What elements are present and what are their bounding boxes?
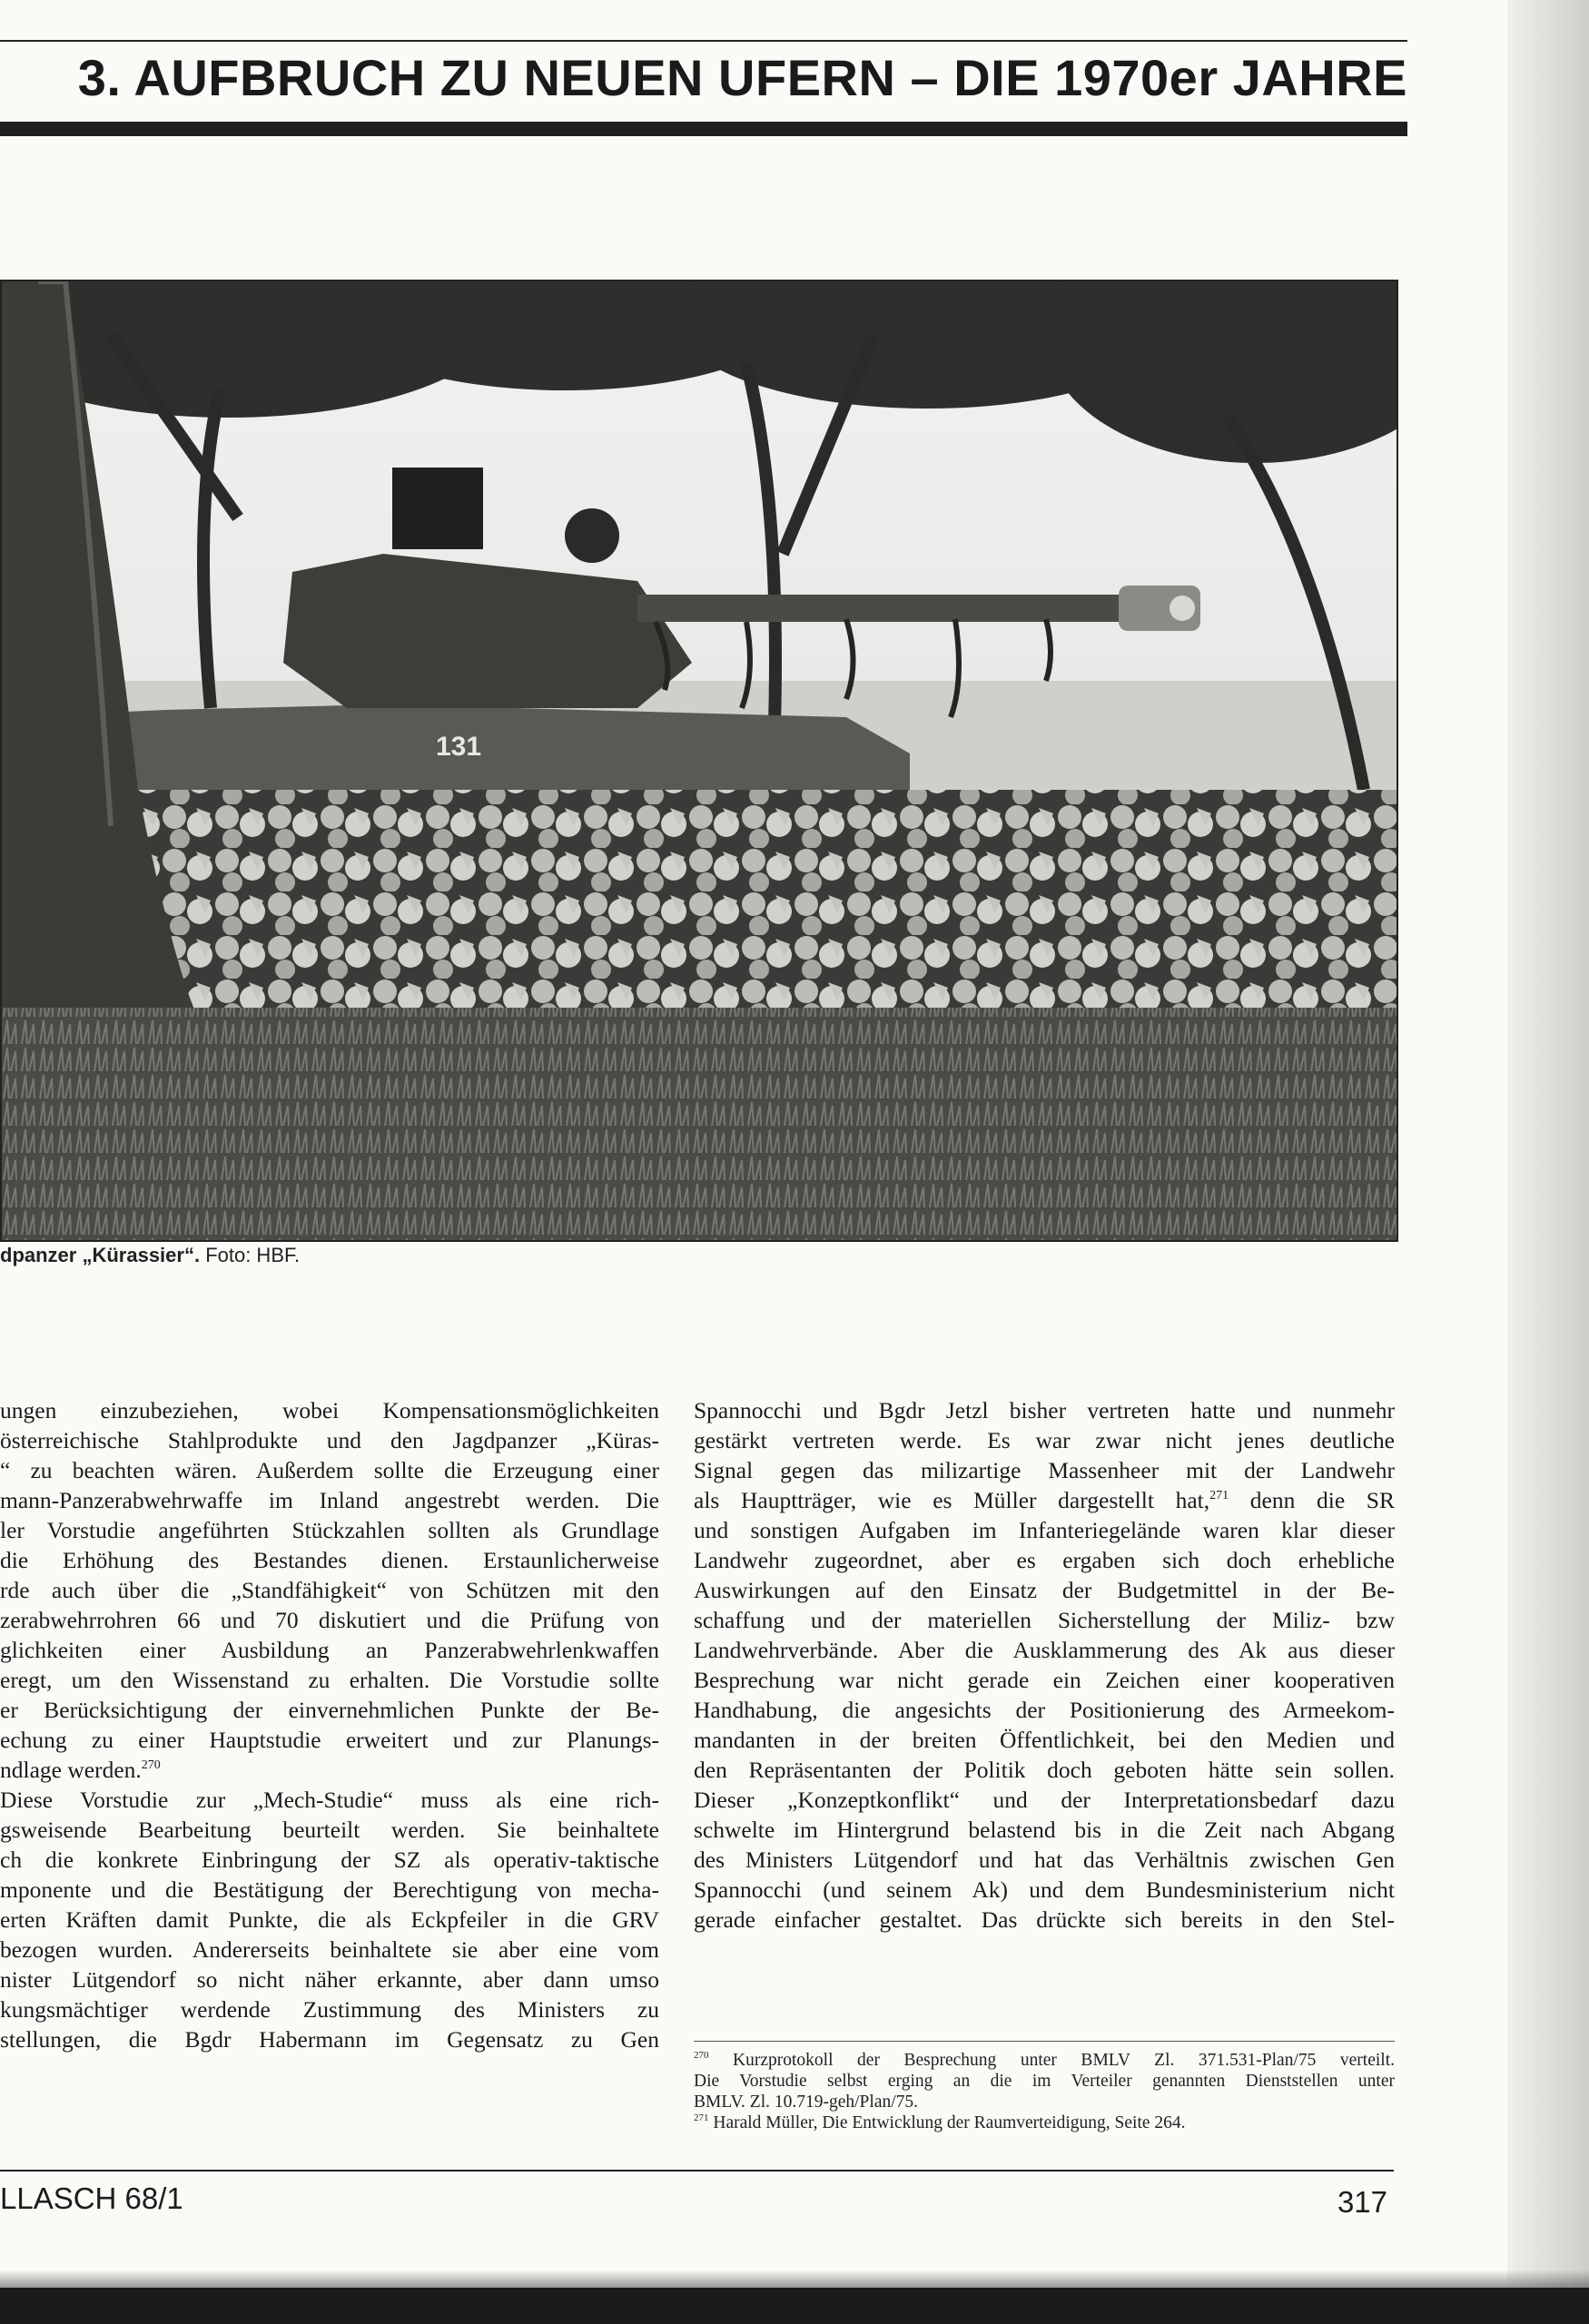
text-line: Landwehrverbände. Aber die Ausklammerung des Ak aus dieser	[694, 1637, 1395, 1663]
text-line: er Berücksichtigung der einvernehmlichen Punkte der Be-	[0, 1697, 659, 1723]
footnote-ref: 271	[1209, 1489, 1229, 1502]
header-rule-thin	[0, 40, 1407, 42]
scanner-edge	[0, 2288, 1589, 2324]
text-line: den Repräsentanten der Politik doch geboten hätte sein sollen.	[694, 1757, 1395, 1783]
text-line: eregt, um den Wissenstand zu erhalten. Die Vorstudie sollte	[0, 1667, 659, 1693]
text-line: Handhabung, die angesichts der Positionierung des Armeekom-	[694, 1697, 1395, 1723]
text-line: schwelte im Hintergrund belastend bis in die Zeit nach Abgang	[694, 1817, 1395, 1843]
text-line: Spannocchi und Bgdr Jetzl bisher vertreten hatte und nunmehr	[694, 1397, 1395, 1423]
footnote-ref: 270	[141, 1758, 161, 1772]
footnote-text: Harald Müller, Die Entwicklung der Raumverteidigung, Seite 264.	[708, 2113, 1186, 2132]
text-line: mponente und die Bestätigung der Berechtigung von mecha-	[0, 1876, 659, 1903]
footnote-rule	[694, 2041, 1395, 2042]
page-title: 3. AUFBRUCH ZU NEUEN UFERN – DIE 1970er JAHRE	[77, 49, 1407, 106]
text-line: ler Vorstudie angeführten Stückzahlen sollten als Grundlage	[0, 1517, 659, 1543]
text-line: schaffung und der materiellen Sicherstellung der Miliz- bzw	[694, 1607, 1395, 1633]
text-line: mandanten in der breiten Öffentlichkeit, bei den Medien und	[694, 1727, 1395, 1753]
footnotes	[694, 2050, 1395, 2133]
journal-name: LLASCH 68/1	[0, 2181, 183, 2215]
text-line: glichkeiten einer Ausbildung an Panzerabwehrlenkwaffen	[0, 1637, 659, 1663]
footnote-271	[694, 2112, 1395, 2133]
text-line: ch die konkrete Einbringung der SZ als operativ-taktische	[0, 1846, 659, 1873]
page-gutter-shadow	[1507, 0, 1589, 2324]
text-line: Besprechung war nicht gerade ein Zeichen einer kooperativen	[694, 1667, 1395, 1693]
text-line: kungsmächtiger werdende Zustimmung des Ministers zu	[0, 1996, 659, 2023]
footnote-text: Die Vorstudie selbst erging an die im Verteiler genannten Dienststellen unter	[694, 2072, 1395, 2091]
text-line: mann-Panzerabwehrwaffe im Inland angestrebt werden. Die	[0, 1487, 659, 1513]
text-line: als Hauptträger, wie es Müller dargestellt hat,	[694, 1487, 1210, 1513]
figure-caption	[0, 1242, 726, 1269]
text-line-tail: denn die SR	[1229, 1487, 1395, 1513]
text-line: Auswirkungen auf den Einsatz der Budgetmittel in der Be-	[694, 1577, 1395, 1603]
text-line: Landwehr zugeordnet, aber es ergaben sich doch erhebliche	[694, 1547, 1395, 1573]
text-line: nister Lütgendorf so nicht näher erkannte, aber dann umso	[0, 1966, 659, 1993]
hull-number: 131	[436, 732, 482, 762]
text-line-with-footnote	[0, 1755, 659, 1785]
text-line: echung zu einer Hauptstudie erweitert und zur Planungs-	[0, 1727, 659, 1753]
caption-credit: Foto: HBF.	[200, 1244, 301, 1266]
footnote-270	[694, 2050, 1395, 2071]
text-line: erten Kräften damit Punkte, die als Eckpfeiler in die GRV	[0, 1906, 659, 1933]
tank-photo	[0, 280, 1398, 1242]
text-line: rde auch über die „Standfähigkeit“ von Schützen mit den	[0, 1577, 659, 1603]
text-line: “ zu beachten wären. Außerdem sollte die Erzeugung einer	[0, 1457, 659, 1483]
text-line: bezogen wurden. Andererseits beinhaltete sie aber eine vom	[0, 1936, 659, 1963]
text-line: gestärkt vertreten werde. Es war zwar nicht jenes deutliche	[694, 1427, 1395, 1453]
footnote-text: BMLV. Zl. 10.719-geh/Plan/75.	[694, 2093, 919, 2112]
footer-rule	[0, 2170, 1394, 2171]
right-column	[694, 1395, 1395, 1935]
text-line: gerade einfacher gestaltet. Das drückte sich bereits in den Stel-	[694, 1906, 1395, 1933]
text-line: und sonstigen Aufgaben im Infanteriegelände waren klar dieser	[694, 1517, 1395, 1543]
text-line: zerabwehrrohren 66 und 70 diskutiert und die Prüfung von	[0, 1607, 659, 1633]
footnote-number: 270	[694, 2050, 709, 2061]
text-line-with-footnote	[694, 1485, 1395, 1515]
text-line: ungen einzubeziehen, wobei Kompensationsmöglichkeiten	[0, 1397, 659, 1423]
header-rule-thick	[0, 122, 1407, 136]
text-line: Signal gegen das milizartige Massenheer mit der Landwehr	[694, 1457, 1395, 1483]
left-column	[0, 1395, 659, 2054]
text-line: österreichische Stahlprodukte und den Jagdpanzer „Küras-	[0, 1427, 659, 1453]
caption-bold: dpanzer „Kürassier“.	[0, 1244, 201, 1266]
text-line: Dieser „Konzeptkonflikt“ und der Interpretationsbedarf dazu	[694, 1787, 1395, 1813]
text-line: ndlage werden.	[0, 1757, 142, 1783]
text-line: Diese Vorstudie zur „Mech-Studie“ muss als eine rich-	[0, 1787, 659, 1813]
text-line: die Erhöhung des Bestandes dienen. Erstaunlicherweise	[0, 1547, 659, 1573]
footnote-text: Kurzprotokoll der Besprechung unter BMLV Zl. 371.531-Plan/75 verteilt.	[708, 2051, 1395, 2070]
text-line: des Ministers Lütgendorf und hat das Verhältnis zwischen Gen	[694, 1846, 1395, 1873]
page-number: 317	[1337, 2185, 1387, 2219]
text-line: stellungen, die Bgdr Habermann im Gegensatz zu Gen	[0, 2026, 659, 2053]
footnote-number: 271	[694, 2112, 709, 2123]
text-line: Spannocchi (und seinem Ak) und dem Bundesministerium nicht	[694, 1876, 1395, 1903]
text-line: gsweisende Bearbeitung beurteilt werden. Sie beinhaltete	[0, 1817, 659, 1843]
